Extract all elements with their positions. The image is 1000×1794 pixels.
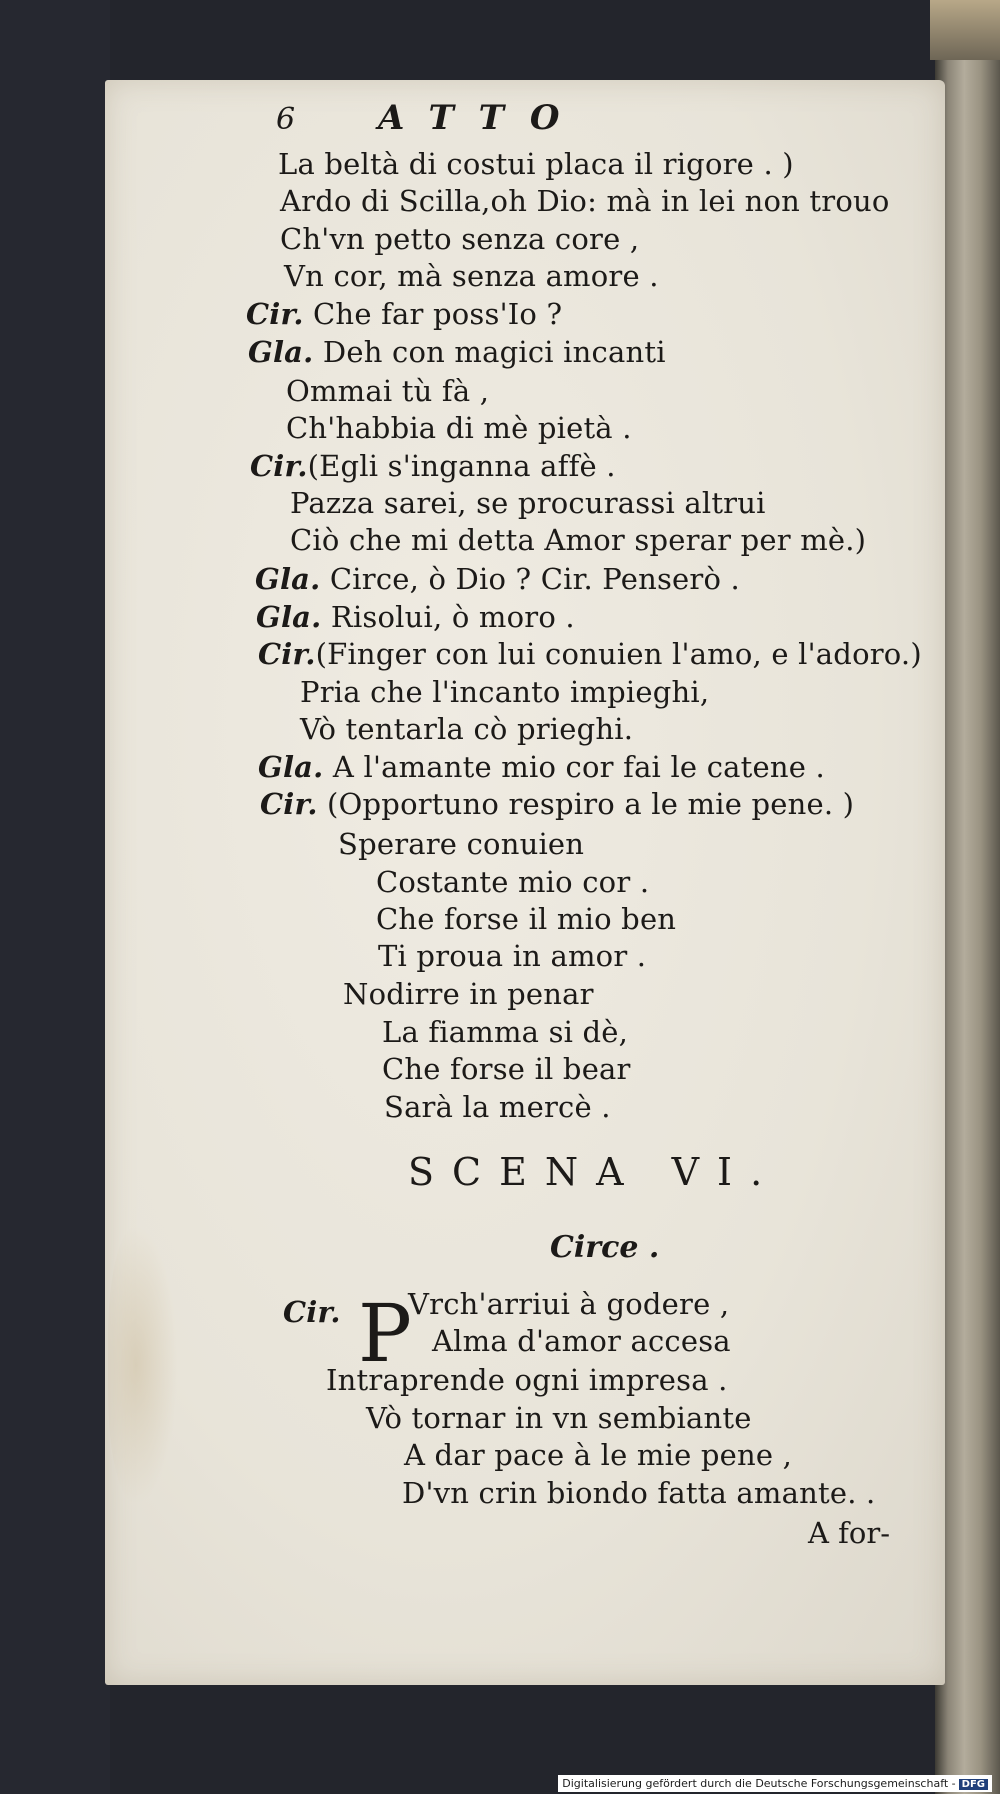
scene-speaker: Cir.: [283, 1295, 341, 1329]
catchword: A for-: [808, 1516, 891, 1550]
verse-line: Cir.(Egli s'inganna affè .: [250, 449, 616, 483]
verse-line: Pazza sarei, se procurassi altrui: [290, 486, 766, 520]
running-head: ATTO: [378, 98, 586, 138]
scene-verse-line: Vrch'arriui à godere ,: [408, 1287, 730, 1321]
verse-line: Che forse il bear: [382, 1052, 631, 1086]
page-number: 6: [276, 102, 296, 137]
verse-line: Ommai tù fà ,: [286, 374, 490, 408]
verse-line: La beltà di costui placa il rigore . ): [278, 147, 794, 181]
verse-line: Ti proua in amor .: [378, 939, 647, 973]
scene-verse-line: A dar pace à le mie pene ,: [404, 1438, 793, 1472]
verse-line: Ch'vn petto senza core ,: [280, 222, 640, 256]
scene-title: SCENA VI.: [408, 1150, 781, 1194]
verse-line: Sarà la mercè .: [384, 1090, 611, 1124]
verse-line: Che forse il mio ben: [376, 902, 677, 936]
verse-line: Gla. A l'amante mio cor fai le catene .: [258, 750, 825, 784]
scene-verse-line: Vò tornar in vn sembiante: [366, 1401, 752, 1435]
verse-line: Pria che l'incanto impieghi,: [300, 675, 710, 709]
scene-verse-line: Alma d'amor accesa: [432, 1324, 731, 1358]
verse-line: Gla. Deh con magici incanti: [248, 335, 666, 369]
verse-line: Cir. (Opportuno respiro a le mie pene. ): [260, 787, 855, 821]
scene-character: Circe .: [550, 1230, 660, 1265]
verse-line: La fiamma si dè,: [382, 1015, 629, 1049]
verse-line: Ch'habbia di mè pietà .: [286, 411, 632, 445]
verse-line: Sperare conuien: [338, 827, 585, 861]
credit-text: Digitalisierung gefördert durch die Deutsche Forschungsgemeinschaft -: [562, 1777, 956, 1790]
verse-line: Cir. Che far poss'Io ?: [246, 297, 563, 331]
verse-line: Ardo di Scilla,oh Dio: mà in lei non trouo: [280, 184, 890, 218]
background-left: [0, 0, 110, 1794]
verse-line: Costante mio cor .: [376, 865, 650, 899]
page-stain: [108, 1225, 178, 1505]
verse-line: Gla. Circe, ò Dio ? Cir. Penserò .: [255, 562, 740, 596]
verse-line: Vn cor, mà senza amore .: [284, 259, 659, 293]
verse-line: Gla. Risolui, ò moro .: [256, 600, 575, 634]
dfg-logo: DFG: [959, 1779, 988, 1790]
verse-line: Nodirre in penar: [343, 977, 594, 1011]
scene-verse-line: Intraprende ogni impresa .: [326, 1363, 728, 1397]
scene-verse-line: D'vn crin biondo fatta amante. .: [402, 1476, 876, 1510]
drop-cap: P: [358, 1287, 412, 1380]
verse-line: Ciò che mi detta Amor sperar per mè.): [290, 523, 867, 557]
verse-line: Vò tentarla cò prieghi.: [300, 712, 634, 746]
digitization-credit: [558, 1775, 992, 1792]
book-edge-top: [930, 0, 1000, 60]
verse-line: Cir.(Finger con lui conuien l'amo, e l'adoro.): [258, 637, 922, 671]
